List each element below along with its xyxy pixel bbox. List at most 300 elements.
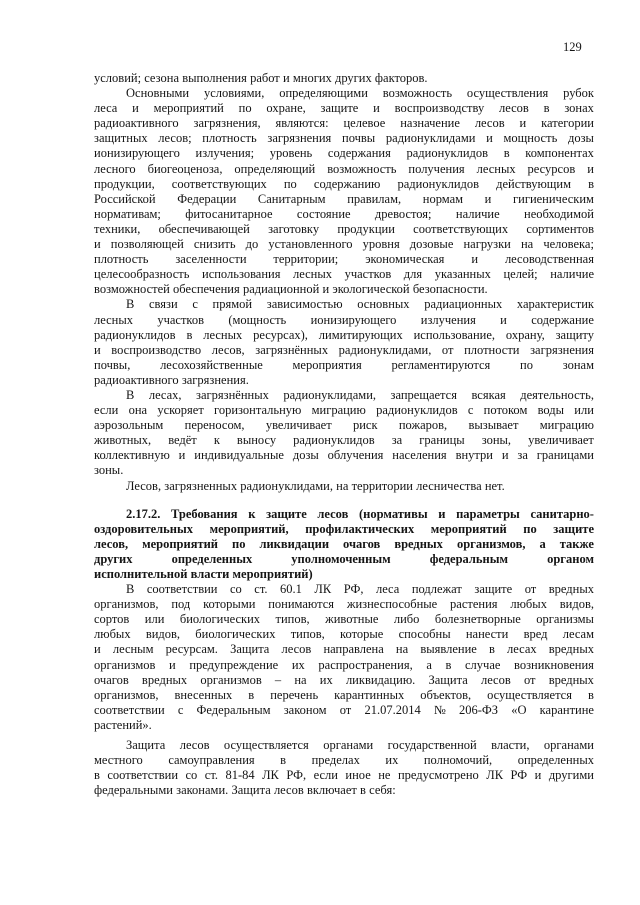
- word: ст.: [204, 768, 218, 783]
- word: лесохозяйственные: [160, 357, 263, 372]
- word: увеличивает: [528, 433, 594, 448]
- word: основных: [357, 297, 410, 312]
- word: если: [313, 768, 338, 783]
- word: переносом,: [184, 418, 245, 433]
- word: содержания: [327, 146, 391, 161]
- text-line: [94, 552, 594, 567]
- word: загрязненных: [164, 478, 238, 493]
- word: миграцию: [539, 418, 594, 433]
- word: сезона: [144, 71, 179, 85]
- text-line: [94, 658, 594, 673]
- word: с: [467, 403, 474, 418]
- word: защите: [320, 101, 359, 116]
- word: характеристик: [516, 297, 594, 312]
- word: лесных: [203, 327, 243, 342]
- paragraph: [94, 297, 594, 388]
- word: нанести: [465, 627, 509, 642]
- text-line: [94, 718, 594, 733]
- word: подлежат: [411, 582, 462, 597]
- word: случае: [465, 657, 501, 672]
- word: внесенных: [174, 687, 233, 702]
- word: внутри: [455, 448, 493, 463]
- text-line: [94, 71, 594, 86]
- word: территории;: [273, 252, 339, 267]
- word: с: [177, 702, 184, 717]
- word: условиями,: [203, 86, 265, 101]
- word: ЛК: [314, 582, 332, 597]
- word: воды: [537, 403, 565, 418]
- word: необходимой: [524, 206, 594, 221]
- word: ресурсах),: [253, 327, 308, 342]
- word: болезнетворные: [434, 612, 521, 627]
- word: человека;: [543, 237, 594, 252]
- word: других: [334, 71, 372, 85]
- word: продукции: [337, 221, 395, 236]
- word: или: [144, 612, 165, 627]
- word: коллективную: [94, 448, 170, 463]
- word: а: [539, 536, 546, 551]
- word: объектов,: [420, 687, 472, 702]
- word: защите: [553, 521, 594, 536]
- word: от: [524, 582, 537, 597]
- word: радионуклидов: [376, 403, 458, 418]
- word: предусмотрено: [397, 768, 479, 783]
- word: воспроизводству: [394, 101, 485, 116]
- word: заселенности: [175, 252, 247, 267]
- word: ЛК: [262, 768, 279, 783]
- word: соответствующих: [413, 221, 509, 236]
- word: экономическая: [365, 252, 445, 267]
- word: пожаров,: [398, 418, 448, 433]
- word: лесов: [499, 101, 529, 116]
- word: экологической: [332, 282, 410, 297]
- word: и: [178, 448, 186, 463]
- word: видов,: [559, 597, 594, 612]
- word: и: [282, 71, 290, 85]
- word: выявление: [420, 642, 477, 657]
- word: вредных: [141, 672, 188, 687]
- word: лесоводственная: [504, 252, 594, 267]
- word: и: [501, 448, 509, 463]
- word: ст.: [254, 582, 268, 597]
- word: и: [132, 101, 139, 116]
- word: лесов;: [158, 131, 192, 146]
- word: уровня: [362, 237, 400, 252]
- word: способны: [398, 627, 451, 642]
- word: федеральными: [94, 783, 173, 798]
- word: если: [94, 403, 119, 418]
- word: многих: [292, 71, 332, 85]
- word: вредных: [548, 642, 594, 657]
- word: дозы: [292, 448, 319, 463]
- text-line: [94, 642, 594, 657]
- word: очагов: [94, 672, 129, 687]
- word: органом: [547, 551, 594, 566]
- word: и: [484, 191, 492, 206]
- word: 206-ФЗ: [458, 702, 499, 717]
- paragraph: [94, 388, 594, 479]
- text-line: [94, 403, 594, 418]
- word: регламентируются: [391, 357, 491, 372]
- word: с: [192, 297, 198, 312]
- word: миграцию: [311, 403, 366, 418]
- word: радионуклидов: [397, 176, 480, 191]
- word: в: [280, 753, 287, 768]
- paragraph: [94, 738, 594, 798]
- word: и: [94, 237, 101, 252]
- word: от: [523, 672, 536, 687]
- word: назначение: [400, 116, 460, 131]
- word: нормам: [422, 191, 464, 206]
- text-line: [94, 222, 594, 237]
- word: на: [520, 237, 534, 252]
- word: 21.07.2014: [364, 702, 421, 717]
- word: перечень: [270, 687, 319, 702]
- word: и: [471, 252, 479, 267]
- word: леса: [94, 101, 118, 116]
- word: в: [94, 768, 100, 783]
- word: запрещается: [390, 387, 457, 402]
- word: работ: [250, 71, 280, 85]
- word: в: [543, 101, 550, 116]
- word: В: [126, 297, 135, 312]
- paragraph: [94, 582, 594, 733]
- word: зонам: [562, 357, 594, 372]
- text-line: [94, 86, 594, 101]
- word: Санитарным: [257, 191, 326, 206]
- word: Российской: [94, 191, 156, 206]
- text-line: [94, 282, 594, 297]
- word: вредных: [548, 672, 594, 687]
- word: по: [283, 176, 297, 191]
- text-line: [94, 343, 594, 358]
- word: радионуклидами: [385, 131, 476, 146]
- word: которые: [340, 627, 384, 642]
- word: лесах: [507, 642, 537, 657]
- word: биогеоценоза,: [147, 161, 223, 176]
- text-line: [94, 146, 594, 161]
- section-heading: [94, 507, 594, 582]
- word: дозовые: [409, 237, 454, 252]
- word: Основными: [126, 86, 190, 101]
- word: к: [248, 506, 256, 521]
- word: по: [238, 101, 252, 116]
- word: ликвидации: [259, 536, 330, 551]
- word: защитных: [94, 131, 148, 146]
- word: целесообразность: [94, 267, 190, 282]
- word: иное: [345, 768, 371, 783]
- word: зонах: [564, 101, 594, 116]
- paragraph: [94, 86, 594, 297]
- word: других: [94, 551, 133, 566]
- word: загрязнения: [267, 131, 332, 146]
- text-line: [94, 479, 594, 494]
- word: нормативам;: [94, 206, 161, 221]
- word: по: [523, 521, 537, 536]
- word: границы: [419, 433, 465, 448]
- text-line: [94, 101, 594, 116]
- text-line: [94, 328, 594, 343]
- word: направлена: [323, 642, 384, 657]
- word: лесных: [293, 267, 333, 282]
- word: до: [245, 237, 259, 252]
- word: деятельность,: [520, 387, 594, 402]
- word: выполнения: [182, 71, 247, 85]
- word: и: [94, 642, 101, 657]
- word: лесов: [480, 672, 511, 687]
- word: 2.17.2.: [126, 506, 161, 521]
- word: под: [171, 597, 191, 612]
- word: в: [503, 146, 510, 161]
- paragraph: [94, 71, 594, 86]
- word: условий;: [94, 71, 142, 85]
- text-line: [94, 627, 594, 642]
- word: охрану,: [505, 327, 545, 342]
- word: оздоровительных: [94, 521, 193, 536]
- word: плотность: [94, 252, 149, 267]
- word: содержанию: [313, 176, 381, 191]
- word: заготовку: [268, 221, 320, 236]
- word: любых: [510, 597, 547, 612]
- word: (нормативы: [359, 506, 428, 521]
- word: лесов: [317, 506, 349, 521]
- word: облучения: [327, 448, 384, 463]
- word: зоны.: [94, 463, 124, 478]
- word: Защита: [231, 783, 271, 798]
- word: загрязнённых: [255, 342, 329, 357]
- word: очагов: [343, 536, 381, 551]
- word: от: [339, 702, 352, 717]
- word: которыми: [203, 597, 256, 612]
- word: ионизирующего: [94, 146, 180, 161]
- text-line: [94, 237, 594, 252]
- word: предупреждение: [189, 657, 279, 672]
- word: радиоактивного: [94, 116, 179, 131]
- word: в: [445, 657, 452, 672]
- word: законами.: [176, 783, 229, 798]
- word: древостоя;: [374, 206, 432, 221]
- word: нет.: [484, 478, 505, 493]
- word: фитосанитарное: [185, 206, 273, 221]
- word: целей;: [503, 267, 538, 282]
- word: сортиментов: [526, 221, 594, 236]
- word: зависимостью: [266, 297, 343, 312]
- word: и: [534, 768, 542, 783]
- word: и: [500, 312, 507, 327]
- word: позволяющей: [110, 237, 184, 252]
- word: границами: [536, 448, 594, 463]
- word: также: [559, 536, 594, 551]
- word: и: [587, 161, 594, 176]
- word: органами: [323, 738, 374, 753]
- text-line: [94, 373, 594, 388]
- word: «О: [511, 702, 527, 717]
- word: другими: [548, 768, 594, 783]
- word: плотности: [464, 342, 520, 357]
- word: возможность: [327, 161, 397, 176]
- word: исполнительной: [94, 567, 188, 581]
- word: власти: [190, 567, 230, 581]
- word: жизнеспособные: [346, 597, 438, 612]
- word: радионуклидов: [293, 433, 375, 448]
- word: и: [438, 506, 446, 521]
- word: целевое: [343, 116, 386, 131]
- word: и: [373, 101, 380, 116]
- word: вред: [523, 627, 548, 642]
- word: плотность: [202, 131, 257, 146]
- word: власти,: [491, 738, 530, 753]
- word: лесов: [474, 116, 505, 131]
- word: профилактических: [305, 521, 415, 536]
- word: радионуклидами,: [338, 342, 432, 357]
- word: являются:: [275, 116, 329, 131]
- word: их: [291, 657, 305, 672]
- text-line: [94, 131, 594, 146]
- word: защите: [474, 582, 513, 597]
- word: вредных: [548, 582, 594, 597]
- word: №: [433, 702, 446, 717]
- word: РФ,: [286, 768, 307, 783]
- word: РФ,: [343, 582, 364, 597]
- word: Требования: [171, 506, 238, 521]
- word: лесного: [94, 161, 136, 176]
- word: действующим: [496, 176, 572, 191]
- text-line: [94, 703, 594, 718]
- word: леса: [375, 582, 400, 597]
- word: защите: [266, 506, 307, 521]
- word: мероприятий,: [209, 521, 289, 536]
- word: соответствии: [94, 702, 165, 717]
- text-line: [94, 162, 594, 177]
- word: осуществляется: [223, 738, 309, 753]
- word: в: [588, 687, 594, 702]
- text-line: [94, 192, 594, 207]
- word: на: [395, 642, 409, 657]
- text-line: [94, 252, 594, 267]
- word: обеспечивающей: [158, 221, 250, 236]
- word: населения: [392, 448, 447, 463]
- word: и: [322, 282, 330, 297]
- word: воспроизводство: [111, 342, 202, 357]
- word: загрязнения: [530, 342, 594, 357]
- word: уровень: [269, 146, 313, 161]
- word: компонентах: [525, 146, 594, 161]
- text-line: [94, 597, 594, 612]
- word: Защита: [428, 672, 468, 687]
- word: радиоактивного: [94, 372, 179, 387]
- word: по: [520, 357, 533, 372]
- word: радиационных: [424, 297, 503, 312]
- word: ЛК: [486, 768, 504, 783]
- word: связи: [149, 297, 178, 312]
- word: санитарно-: [530, 506, 594, 521]
- word: излучения;: [195, 146, 255, 161]
- word: 60.1: [280, 582, 302, 597]
- word: категории: [541, 116, 594, 131]
- word: мощность: [503, 131, 558, 146]
- word: для: [403, 267, 423, 282]
- word: Защита: [230, 642, 270, 657]
- word: ресурсам.: [165, 642, 218, 657]
- word: организмов,: [94, 687, 159, 702]
- word: и: [169, 657, 176, 672]
- word: понимаются: [268, 597, 335, 612]
- word: загрязнения.: [181, 372, 249, 387]
- word: за: [517, 448, 528, 463]
- word: излучения: [420, 312, 476, 327]
- word: почвы,: [94, 357, 131, 372]
- text-line: [94, 783, 594, 798]
- word: аэрозольным: [94, 418, 164, 433]
- text-line: [94, 753, 594, 768]
- word: защиту: [555, 327, 594, 342]
- word: самоуправления: [168, 753, 255, 768]
- word: карантинных: [334, 687, 405, 702]
- word: почвы: [342, 131, 376, 146]
- text-line: [94, 567, 594, 582]
- word: радиационной: [242, 282, 320, 297]
- word: зоны,: [481, 433, 512, 448]
- word: ускоряет: [157, 403, 204, 418]
- word: продукции,: [94, 176, 155, 191]
- word: использования: [202, 267, 281, 282]
- word: организмов: [94, 657, 156, 672]
- text-line: [94, 673, 594, 688]
- word: вызывает: [468, 418, 519, 433]
- word: полномочий,: [423, 753, 493, 768]
- word: определенных: [517, 753, 594, 768]
- word: безопасности.: [412, 282, 488, 297]
- word: загрязнения,: [193, 116, 261, 131]
- word: биологических: [179, 612, 261, 627]
- word: и: [94, 342, 101, 357]
- word: или: [574, 403, 594, 418]
- word: уполномоченным: [291, 551, 391, 566]
- word: дозы: [567, 131, 594, 146]
- word: карантине: [539, 702, 594, 717]
- word: лесничества: [416, 478, 482, 493]
- text-line: [94, 388, 594, 403]
- text-line: [94, 507, 594, 522]
- word: на: [336, 478, 349, 493]
- text-line: [94, 522, 594, 537]
- word: и: [486, 131, 493, 146]
- word: растений».: [94, 717, 152, 732]
- word: наличие: [455, 206, 500, 221]
- word: Федеральным: [196, 702, 271, 717]
- text-line: [94, 433, 594, 448]
- text-line: [94, 612, 594, 627]
- page-number: 129: [563, 40, 582, 54]
- word: соответствующих: [171, 176, 267, 191]
- word: в: [360, 783, 366, 798]
- word: нагрузки: [463, 237, 511, 252]
- text-line: [94, 463, 594, 478]
- word: лесов: [281, 642, 312, 657]
- text-line: [94, 418, 594, 433]
- text-line: [94, 313, 594, 328]
- word: биологических: [195, 627, 276, 642]
- word: выносу: [236, 433, 277, 448]
- word: лесам: [562, 627, 594, 642]
- word: параметры: [456, 506, 520, 521]
- text-line: [94, 738, 594, 753]
- word: от: [441, 342, 454, 357]
- word: сортов: [94, 612, 130, 627]
- word: правилам,: [347, 191, 402, 206]
- text-line: [94, 768, 594, 783]
- word: осуществляется: [487, 687, 572, 702]
